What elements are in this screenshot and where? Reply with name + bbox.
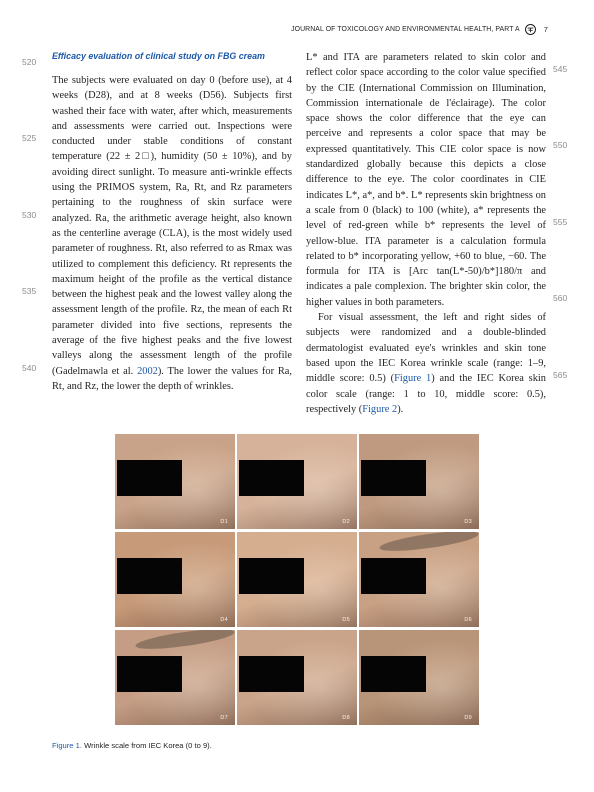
panel-label: D8 (342, 715, 350, 721)
panel-label: D9 (464, 715, 472, 721)
panel-label: D6 (464, 617, 472, 623)
paragraph-text: For visual assessment, the left and right sides of subjects were randomized and a double-blinded dermatologist evaluated eye's wrinkles and skin tone based upon the IEC Korea wrinkle scale (range: 1–9, middle score: 0.5) ( (306, 312, 546, 385)
paragraph-text: ). The lower the values for Ra, Rt, and Rz, the lower the depth of wrinkles. (52, 365, 293, 392)
caption-label: Figure 1. (52, 741, 82, 750)
privacy-bar (361, 656, 426, 692)
panel-label: D7 (220, 715, 228, 721)
privacy-bar (117, 558, 182, 594)
running-head (288, 22, 548, 36)
privacy-bar (239, 656, 304, 692)
figure-panel (115, 434, 235, 529)
line-number: 530 (22, 210, 37, 220)
privacy-bar (117, 656, 182, 692)
panel-label: D1 (220, 519, 228, 525)
line-number: 545 (553, 64, 568, 74)
panel-label: D4 (220, 617, 228, 623)
privacy-bar (361, 460, 426, 496)
line-number: 560 (553, 293, 568, 303)
body-paragraph: L* and ITA are parameters related to skin color and reflect color space according to the color value specified by the CIE (International Commission on Illumination, Commission internationale de l'éclairage). The color space shows the color difference that the eye can perceive and represents a color space that may be expressed quantitatively. This CIE color space is now standardized globally because this depicts a close difference to the eye. The color coordinates in CIE indicates L*, a*, and b*. L* represents skin brightness on a scale from 0 (black) to 100 (white), a* represents the level of red-green while b* represents the level of yellow-blue. ITA parameter is a calculation formula related to b* incorporating yellow, +60 to blue, −60. The formula for ITA is [Arc tan(L*-50)/b*]180/π and indicates a pale complexion. The brighter skin color, the higher values in both parameters. (306, 52, 546, 308)
line-number: 520 (22, 57, 37, 67)
left-column (52, 50, 292, 394)
figure-panel (115, 630, 235, 725)
figure-panel (359, 630, 479, 725)
publisher-logo-icon (525, 24, 536, 35)
paragraph-text: ) and the IEC Korea skin color scale (range: 1 to 10, middle score: 0.5), respectively ( (306, 373, 546, 415)
line-number: 540 (22, 363, 37, 373)
wrinkle-scale-figure (115, 434, 480, 725)
figure-panel (115, 532, 235, 627)
panel-label: D3 (464, 519, 472, 525)
figure-caption (52, 741, 212, 750)
right-column (306, 50, 546, 417)
line-number: 550 (553, 140, 568, 150)
figure-2-link[interactable]: Figure 2 (362, 403, 398, 415)
figure-panel (237, 532, 357, 627)
panel-label: D2 (342, 519, 350, 525)
panel-label: D5 (342, 617, 350, 623)
privacy-bar (239, 558, 304, 594)
section-heading: Efficacy evaluation of clinical study on FBG cream (52, 51, 265, 61)
body-paragraph (52, 73, 292, 394)
figure-panel (237, 630, 357, 725)
page-number: 7 (543, 24, 548, 34)
line-number: 535 (22, 286, 37, 296)
caption-text: Wrinkle scale from IEC Korea (0 to 9). (81, 741, 212, 750)
journal-title: JOURNAL OF TOXICOLOGY AND ENVIRONMENTAL HEALTH, PART A (291, 25, 520, 33)
privacy-bar (361, 558, 426, 594)
privacy-bar (117, 460, 182, 496)
figure-panel (359, 532, 479, 627)
line-number: 525 (22, 133, 37, 143)
line-number: 555 (553, 217, 568, 227)
paragraph-text: ). (397, 403, 404, 415)
figure-panel (359, 434, 479, 529)
privacy-bar (239, 460, 304, 496)
body-paragraph (306, 310, 546, 417)
line-number: 565 (553, 370, 568, 380)
citation-link[interactable]: 2002 (137, 365, 158, 377)
paragraph-text: The subjects were evaluated on day 0 (before use), at 4 weeks (D28), and at 8 weeks (D56). Subjects first washed their face with water, after which, measurements and assessments were carried out. Inspections were conducted under stable conditions of constant temperature (22 ± 2□), humidity (50 ± 10%), and by avoiding direct sunlight. To measure anti-wrinkle effects using the PRIMOS system, Ra, Rt, and Rz parameters pertaining to the roughness of skin surface were analyzed. Ra, the arithmetic average height, also known as the centerline average (CLA), is the most widely used parameter of roughness. Rt, also referred to as Rmax was utilized to complement this deficiency. Rt represents the maximum height of the profile as the vertical distance between the highest peak and the lowest valley along the assessment length of the profile. Rz, the mean of each Rt parameter divided into five sections, represents the average of the five highest peaks and the five lowest valleys along the assessment length of the profile (Gadelmawla et al. (52, 75, 292, 377)
figure-1-link[interactable]: Figure 1 (394, 373, 432, 385)
figure-panel (237, 434, 357, 529)
